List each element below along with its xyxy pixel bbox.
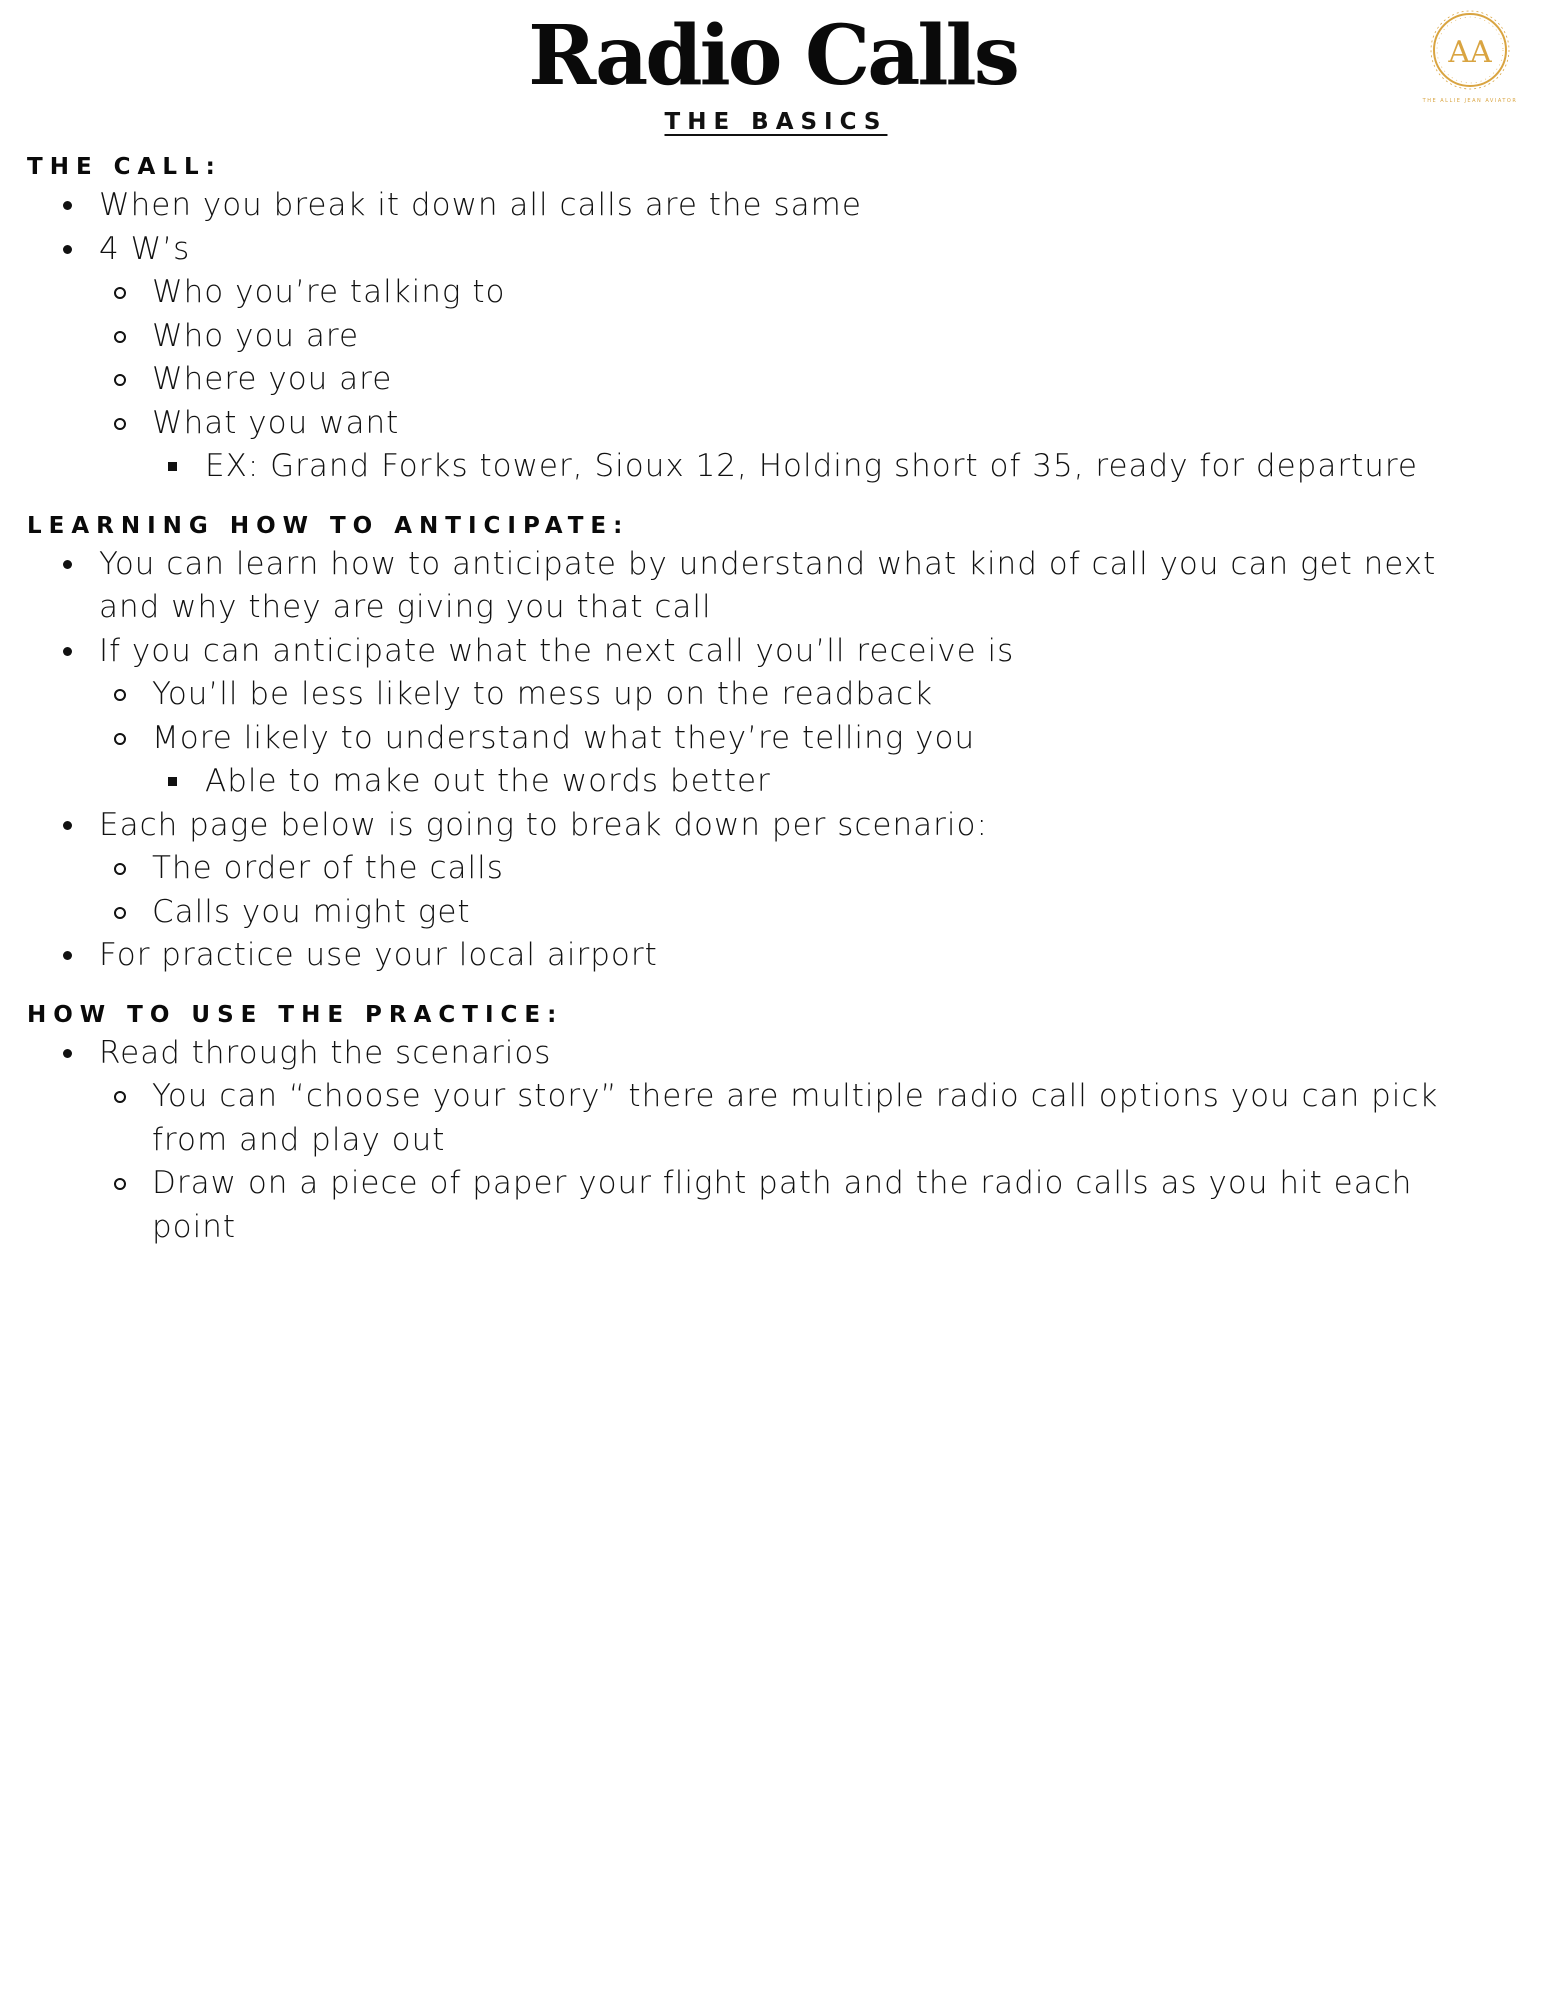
list-item-text: If you can anticipate what the next call you’ll receive is — [99, 632, 1015, 669]
section-practice — [27, 998, 1467, 1250]
section-heading: THE CALL: — [27, 154, 222, 180]
sub-bullet-list — [99, 1075, 1467, 1249]
sub-bullet-list — [99, 673, 1467, 804]
subtitle-text: THE BASICS — [664, 109, 888, 135]
list-item-text: 4 W’s — [99, 230, 191, 267]
list-item: When you break it down all calls are the same — [27, 184, 1467, 228]
bullet-list — [27, 1032, 1467, 1250]
bullet-list — [27, 543, 1467, 978]
list-item — [27, 228, 1467, 489]
page-title: Radio Calls — [528, 8, 1017, 104]
brand-logo-icon — [1420, 6, 1520, 106]
section-heading: HOW TO USE THE PRACTICE: — [27, 1001, 564, 1028]
list-item: Able to make out the words better — [152, 760, 1467, 804]
list-item: Draw on a piece of paper your flight path and the radio calls as you hit each point — [99, 1162, 1467, 1249]
list-item-text: What you want — [152, 404, 400, 441]
sub-sub-bullet-list — [152, 760, 1467, 804]
list-item: Who you’re talking to — [99, 271, 1467, 315]
logo-monogram: AA — [1448, 35, 1492, 70]
list-item — [99, 717, 1467, 804]
list-item: The order of the calls — [99, 847, 1467, 891]
list-item: You’ll be less likely to mess up on the readback — [99, 673, 1467, 717]
section-the-call — [27, 150, 1467, 489]
bullet-list — [27, 184, 1467, 489]
section-heading: LEARNING HOW TO ANTICIPATE: — [27, 512, 630, 539]
content-body — [27, 150, 1467, 1249]
section-anticipate — [27, 509, 1467, 978]
list-item — [27, 1032, 1467, 1250]
list-item — [27, 804, 1467, 935]
list-item-text: Each page below is going to break down per scenario: — [99, 806, 988, 843]
sub-sub-bullet-list — [152, 445, 1467, 489]
page-subtitle — [0, 109, 1545, 135]
list-item: You can learn how to anticipate by understand what kind of call you can get next and why they are giving you that call — [27, 543, 1467, 630]
list-item-text: More likely to understand what they’re telling you — [152, 719, 976, 756]
list-item: Where you are — [99, 358, 1467, 402]
brand-logo — [1420, 6, 1520, 106]
logo-caption: THE ALLIE JEAN AVIATOR — [1422, 98, 1518, 104]
list-item: You can “choose your story” there are multiple radio call options you can pick from and play out — [99, 1075, 1467, 1162]
list-item: Calls you might get — [99, 891, 1467, 935]
list-item — [99, 402, 1467, 489]
sub-bullet-list — [99, 847, 1467, 934]
list-item — [27, 630, 1467, 804]
list-item: Who you are — [99, 315, 1467, 359]
list-item-text: Read through the scenarios — [99, 1034, 552, 1071]
list-item: For practice use your local airport — [27, 934, 1467, 978]
sub-bullet-list — [99, 271, 1467, 489]
list-item: EX: Grand Forks tower, Sioux 12, Holding short of 35, ready for departure — [152, 445, 1467, 489]
